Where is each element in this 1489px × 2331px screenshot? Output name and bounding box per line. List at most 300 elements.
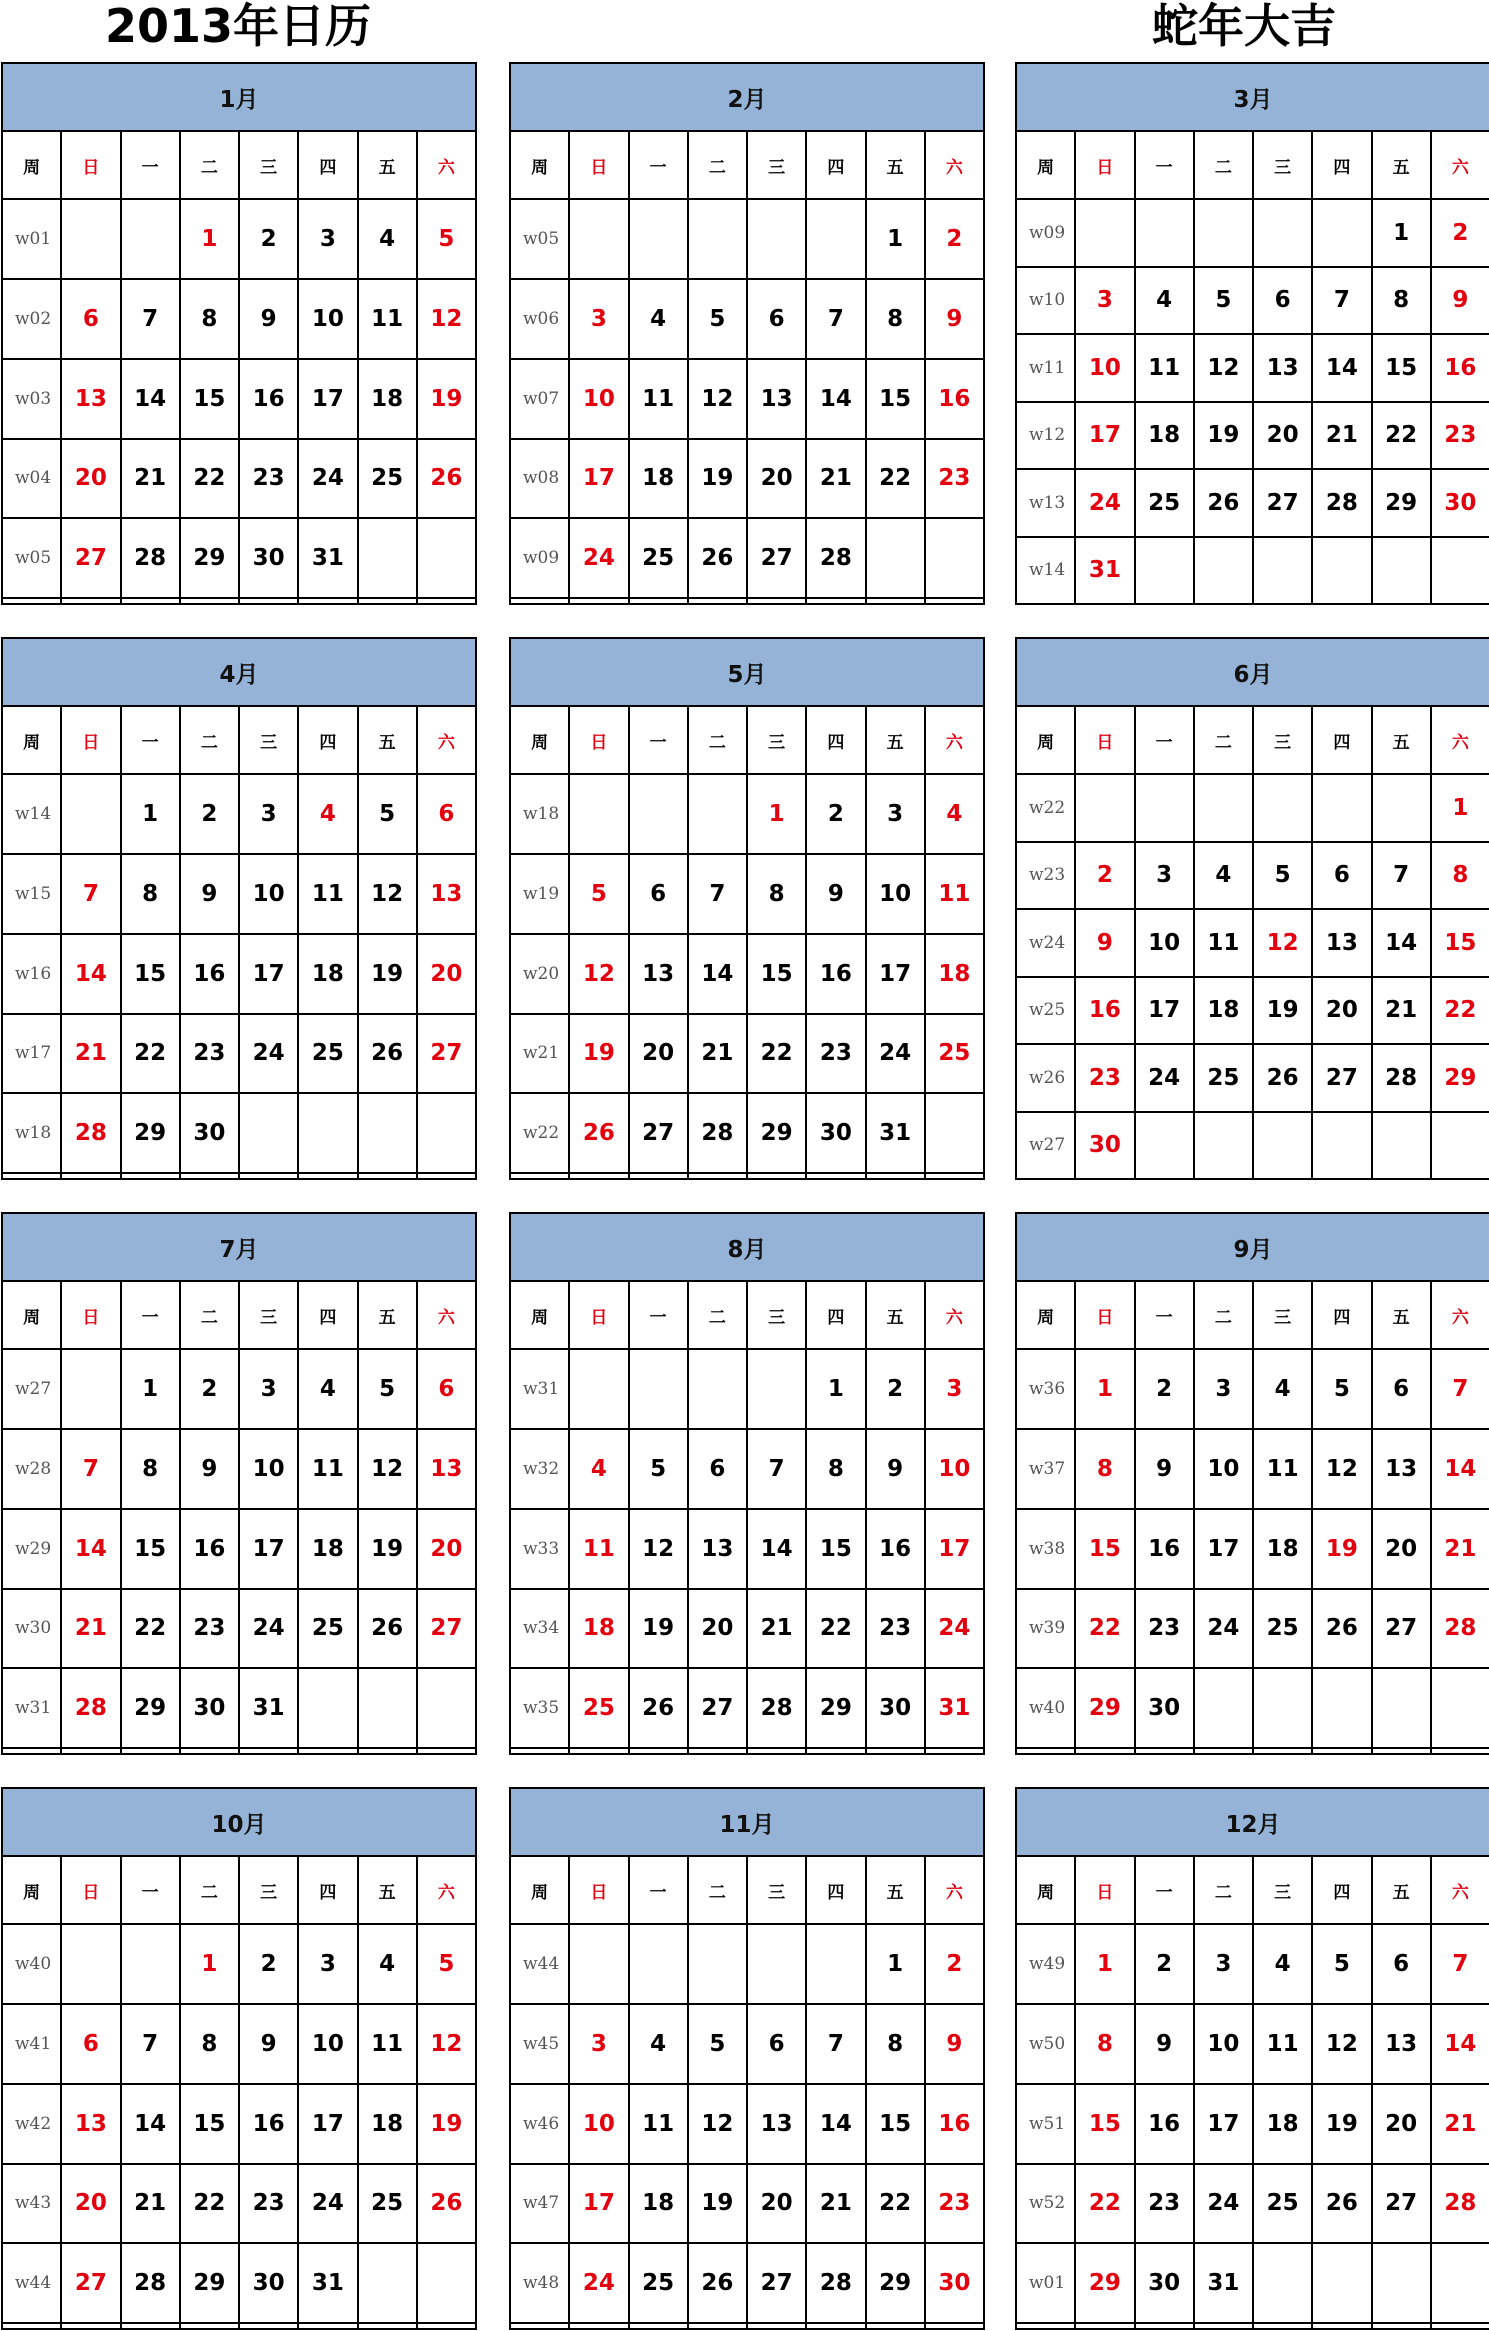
day-cell: 26 [1312,2164,1371,2244]
week-number: w26 [1016,1044,1075,1112]
day-cell: 27 [747,518,806,598]
day-cell: 7 [61,854,120,934]
week-number: w17 [2,1014,61,1094]
day-cell: 3 [1194,1924,1253,2004]
day-cell: 8 [180,2004,239,2084]
day-cell: 17 [1194,2084,1253,2164]
weekday-header: 六 [925,706,984,774]
day-cell: 29 [121,1093,180,1173]
week-column-header: 周 [1016,131,1075,199]
week-row [2,2243,476,2323]
day-cell: 31 [298,2243,357,2323]
week-row [2,1748,476,1754]
day-cell: 26 [417,439,476,519]
week-row [1016,1589,1489,1669]
week-row [2,1093,476,1173]
day-cell: 7 [61,1429,120,1509]
day-cell: 20 [1372,1509,1431,1589]
day-cell [1312,2243,1371,2323]
day-cell [417,1748,476,1754]
day-cell [747,1748,806,1754]
day-cell [1312,1112,1371,1180]
week-number [510,598,569,604]
day-cell: 3 [298,199,357,279]
weekday-header: 三 [239,706,298,774]
week-row [1016,402,1489,470]
weekday-header: 三 [239,131,298,199]
day-cell: 16 [180,1509,239,1589]
day-cell: 26 [1312,1589,1371,1669]
day-cell [1431,1748,1489,1754]
day-cell: 10 [925,1429,984,1509]
day-cell [925,1748,984,1754]
day-cell: 1 [1075,1349,1134,1429]
week-number: w33 [510,1509,569,1589]
month-calendar [509,1787,985,2330]
day-cell: 6 [417,774,476,854]
calendar-title: 2013年日历 [105,0,372,53]
day-cell: 22 [121,1014,180,1094]
day-cell: 10 [866,854,925,934]
weekday-header: 一 [1135,1856,1194,1924]
weekday-header: 二 [688,706,747,774]
weekday-header: 一 [121,706,180,774]
week-row [510,854,984,934]
day-cell: 16 [925,359,984,439]
day-cell: 27 [629,1093,688,1173]
week-row [1016,1509,1489,1589]
week-row [510,2323,984,2329]
day-cell: 11 [298,1429,357,1509]
day-cell [688,199,747,279]
day-cell: 21 [1312,402,1371,470]
day-cell [866,2323,925,2329]
week-row [2,1509,476,1589]
day-cell [298,1668,357,1748]
day-cell [569,2323,628,2329]
weekday-header: 一 [629,131,688,199]
week-number: w44 [2,2243,61,2323]
day-cell [925,1173,984,1179]
day-cell: 22 [747,1014,806,1094]
day-cell: 20 [747,2164,806,2244]
day-cell: 13 [629,934,688,1014]
day-cell [569,199,628,279]
day-cell: 3 [866,774,925,854]
day-cell: 8 [866,279,925,359]
day-cell [1194,1748,1253,1754]
day-cell: 18 [1135,402,1194,470]
day-cell: 16 [806,934,865,1014]
day-cell [806,1748,865,1754]
week-number: w29 [2,1509,61,1589]
month-title: 7月 [2,1213,476,1281]
weekday-header: 日 [1075,131,1134,199]
day-cell: 31 [866,1093,925,1173]
day-cell: 30 [866,1668,925,1748]
day-cell: 22 [1372,402,1431,470]
week-number: w40 [1016,1668,1075,1748]
day-cell: 24 [1135,1044,1194,1112]
month-title: 5月 [510,638,984,706]
day-cell: 12 [1194,334,1253,402]
week-number: w05 [510,199,569,279]
day-cell [688,1173,747,1179]
week-row [2,439,476,519]
week-row [510,2164,984,2244]
day-cell: 29 [180,518,239,598]
month-title: 3月 [1016,63,1489,131]
week-row [1016,2084,1489,2164]
day-cell: 1 [866,1924,925,2004]
weekday-header: 日 [569,1281,628,1349]
week-number: w40 [2,1924,61,2004]
day-cell: 6 [688,1429,747,1509]
day-cell [1135,1112,1194,1180]
day-cell [239,598,298,604]
day-cell: 16 [1431,334,1489,402]
day-cell: 26 [358,1589,417,1669]
weekday-header: 三 [1253,706,1312,774]
day-cell: 19 [417,359,476,439]
day-cell [629,598,688,604]
day-cell [358,598,417,604]
day-cell: 22 [121,1589,180,1669]
week-number: w21 [510,1014,569,1094]
week-row [510,774,984,854]
day-cell: 18 [358,2084,417,2164]
day-cell [239,1173,298,1179]
week-row [510,598,984,604]
day-cell: 10 [1194,1429,1253,1509]
week-number: w01 [1016,2243,1075,2323]
weekday-header: 三 [1253,1856,1312,1924]
week-row [2,2084,476,2164]
day-cell: 25 [1253,2164,1312,2244]
weekday-header: 一 [121,1281,180,1349]
day-cell: 1 [180,1924,239,2004]
week-row [2,1589,476,1669]
day-cell [1253,1112,1312,1180]
week-number: w38 [1016,1509,1075,1589]
day-cell: 10 [298,2004,357,2084]
day-cell: 15 [180,2084,239,2164]
day-cell: 13 [688,1509,747,1589]
day-cell: 3 [239,774,298,854]
day-cell: 28 [121,2243,180,2323]
week-column-header: 周 [1016,1281,1075,1349]
day-cell: 14 [1312,334,1371,402]
week-number [2,598,61,604]
day-cell: 4 [629,2004,688,2084]
day-cell: 30 [239,2243,298,2323]
day-cell [1312,774,1371,842]
day-cell: 11 [569,1509,628,1589]
day-cell: 28 [1312,469,1371,537]
day-cell: 13 [747,359,806,439]
day-cell: 12 [358,854,417,934]
week-number: w13 [1016,469,1075,537]
day-cell [180,2323,239,2329]
day-cell [1253,2243,1312,2323]
day-cell: 11 [358,2004,417,2084]
weekday-header: 日 [569,1856,628,1924]
day-cell: 15 [747,934,806,1014]
day-cell: 2 [180,774,239,854]
day-cell [629,1173,688,1179]
day-cell: 8 [1372,267,1431,335]
day-cell: 15 [121,934,180,1014]
day-cell: 2 [866,1349,925,1429]
week-number: w31 [510,1349,569,1429]
weekday-header: 一 [121,131,180,199]
day-cell: 14 [1372,909,1431,977]
weekday-header: 四 [298,706,357,774]
week-row [2,2323,476,2329]
month-table [1,1787,477,2330]
week-row [510,1093,984,1173]
day-cell: 4 [925,774,984,854]
day-cell: 6 [1372,1924,1431,2004]
day-cell: 26 [688,518,747,598]
day-cell [629,199,688,279]
day-cell: 4 [1194,842,1253,910]
day-cell: 23 [925,439,984,519]
week-row [510,1509,984,1589]
day-cell: 14 [61,1509,120,1589]
day-cell [866,1173,925,1179]
day-cell: 4 [1253,1924,1312,2004]
day-cell: 10 [1075,334,1134,402]
day-cell: 14 [121,359,180,439]
day-cell: 27 [61,2243,120,2323]
day-cell: 6 [61,2004,120,2084]
day-cell: 6 [747,279,806,359]
day-cell: 20 [688,1589,747,1669]
day-cell: 18 [569,1589,628,1669]
weekday-header: 四 [806,1856,865,1924]
month-title: 10月 [2,1788,476,1856]
week-row [2,1349,476,1429]
day-cell: 10 [1194,2004,1253,2084]
day-cell: 28 [688,1093,747,1173]
day-cell [1075,774,1134,842]
week-row [1016,1748,1489,1754]
week-number: w12 [1016,402,1075,470]
weekday-header: 四 [806,131,865,199]
day-cell: 4 [569,1429,628,1509]
day-cell: 28 [806,518,865,598]
day-cell [1075,2323,1134,2329]
day-cell [1372,1112,1431,1180]
day-cell: 26 [1253,1044,1312,1112]
day-cell: 1 [806,1349,865,1429]
day-cell: 4 [1135,267,1194,335]
day-cell: 3 [569,279,628,359]
day-cell: 16 [180,934,239,1014]
day-cell: 22 [1075,1589,1134,1669]
weekday-header: 六 [417,1281,476,1349]
day-cell: 10 [239,854,298,934]
day-cell: 21 [806,2164,865,2244]
day-cell [806,199,865,279]
week-row [2,2164,476,2244]
day-cell [358,1093,417,1173]
day-cell: 6 [1372,1349,1431,1429]
day-cell: 2 [925,1924,984,2004]
day-cell: 28 [1372,1044,1431,1112]
day-cell: 5 [417,1924,476,2004]
day-cell: 7 [747,1429,806,1509]
weekday-header: 五 [866,1281,925,1349]
day-cell [61,1173,120,1179]
month-calendar [1015,637,1489,1180]
day-cell: 12 [569,934,628,1014]
week-number: w03 [2,359,61,439]
weekday-header: 三 [747,1856,806,1924]
day-cell: 14 [688,934,747,1014]
week-number: w01 [2,199,61,279]
day-cell: 25 [298,1014,357,1094]
week-number: w27 [1016,1112,1075,1180]
week-number: w41 [2,2004,61,2084]
day-cell: 19 [417,2084,476,2164]
day-cell [417,598,476,604]
month-calendar [1,637,477,1180]
week-row [510,1589,984,1669]
day-cell: 26 [688,2243,747,2323]
week-row [510,1429,984,1509]
weekday-header: 一 [629,1856,688,1924]
day-cell: 18 [358,359,417,439]
day-cell [629,774,688,854]
day-cell [569,774,628,854]
day-cell [417,1668,476,1748]
day-cell: 24 [1194,2164,1253,2244]
day-cell: 9 [239,2004,298,2084]
day-cell: 12 [629,1509,688,1589]
week-number: w34 [510,1589,569,1669]
weekday-header: 五 [1372,1281,1431,1349]
day-cell [1372,1748,1431,1754]
weekday-header: 日 [61,1856,120,1924]
day-cell: 29 [1075,2243,1134,2323]
day-cell: 30 [239,518,298,598]
day-cell [417,1093,476,1173]
weekday-header: 二 [180,1281,239,1349]
day-cell: 1 [1372,199,1431,267]
day-cell: 8 [1075,1429,1134,1509]
day-cell [569,1748,628,1754]
week-number: w07 [510,359,569,439]
day-cell: 22 [180,2164,239,2244]
day-cell: 28 [61,1093,120,1173]
week-row [1016,1112,1489,1180]
day-cell: 24 [298,439,357,519]
week-number: w15 [2,854,61,934]
day-cell: 23 [806,1014,865,1094]
day-cell: 3 [239,1349,298,1429]
weekday-header: 三 [1253,131,1312,199]
day-cell: 12 [417,279,476,359]
day-cell: 15 [1075,1509,1134,1589]
day-cell: 16 [1135,1509,1194,1589]
week-number [510,1173,569,1179]
day-cell [688,2323,747,2329]
day-cell: 23 [866,1589,925,1669]
week-row [2,1924,476,2004]
day-cell [417,518,476,598]
day-cell: 15 [121,1509,180,1589]
day-cell: 5 [1253,842,1312,910]
week-number: w35 [510,1668,569,1748]
week-row [2,854,476,934]
day-cell [1253,774,1312,842]
week-column-header: 周 [1016,706,1075,774]
day-cell [1135,2323,1194,2329]
day-cell: 25 [629,518,688,598]
week-row [1016,2004,1489,2084]
day-cell: 3 [1135,842,1194,910]
day-cell: 10 [569,2084,628,2164]
weekday-header: 四 [806,706,865,774]
weekday-header: 一 [1135,1281,1194,1349]
day-cell [239,1748,298,1754]
day-cell: 12 [1312,2004,1371,2084]
day-cell [121,598,180,604]
day-cell: 7 [806,279,865,359]
week-row [1016,2164,1489,2244]
weekday-header: 六 [925,1856,984,1924]
day-cell: 6 [1253,267,1312,335]
week-column-header: 周 [1016,1856,1075,1924]
weekday-header: 二 [1194,1281,1253,1349]
month-table [1,1212,477,1755]
day-cell: 30 [1431,469,1489,537]
day-cell [569,598,628,604]
day-cell: 25 [1135,469,1194,537]
day-cell: 11 [1253,1429,1312,1509]
day-cell: 29 [747,1093,806,1173]
day-cell: 6 [417,1349,476,1429]
day-cell: 2 [1431,199,1489,267]
weekday-header: 日 [61,706,120,774]
day-cell: 4 [358,199,417,279]
day-cell: 15 [866,359,925,439]
week-column-header: 周 [2,706,61,774]
week-row [1016,1668,1489,1748]
week-number: w14 [2,774,61,854]
day-cell [866,518,925,598]
weekday-header: 二 [688,1281,747,1349]
day-cell [688,598,747,604]
day-cell: 22 [1075,2164,1134,2244]
day-cell: 1 [1075,1924,1134,2004]
day-cell: 17 [866,934,925,1014]
day-cell [1135,537,1194,605]
day-cell: 9 [806,854,865,934]
weekday-header: 三 [747,131,806,199]
day-cell: 19 [629,1589,688,1669]
day-cell [61,774,120,854]
week-row [2,774,476,854]
day-cell: 20 [1312,977,1371,1045]
week-row [1016,774,1489,842]
week-number: w10 [1016,267,1075,335]
day-cell: 1 [180,199,239,279]
week-column-header: 周 [510,1281,569,1349]
week-number [1016,2323,1075,2329]
